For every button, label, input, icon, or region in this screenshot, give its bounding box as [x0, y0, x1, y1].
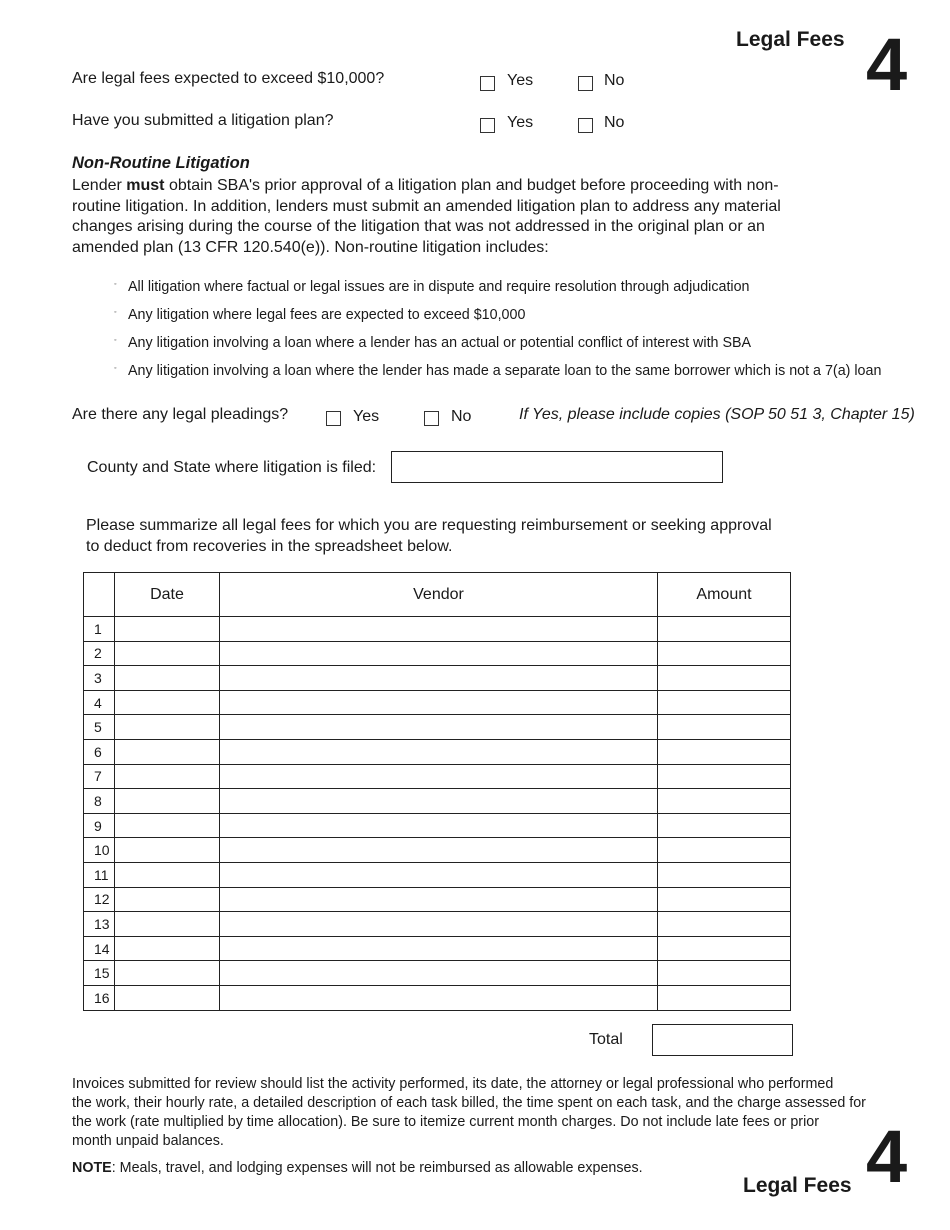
table-row: [84, 985, 791, 1010]
vendor-cell[interactable]: [220, 641, 658, 666]
vendor-cell[interactable]: [220, 985, 658, 1010]
amount-cell[interactable]: [658, 666, 791, 691]
amount-cell[interactable]: [658, 739, 791, 764]
date-cell[interactable]: [115, 641, 220, 666]
vendor-cell[interactable]: [220, 936, 658, 961]
legal-fees-table: [83, 572, 791, 1011]
vendor-cell[interactable]: [220, 739, 658, 764]
note-text: : Meals, travel, and lodging expenses will not be reimbursed as allowable expenses.: [111, 1160, 643, 1176]
date-cell[interactable]: [115, 887, 220, 912]
fees-exceed-no-label: No: [604, 72, 625, 89]
column-header-number: [84, 573, 115, 617]
expense-note: [72, 1159, 643, 1178]
date-cell[interactable]: [115, 690, 220, 715]
date-cell[interactable]: [115, 985, 220, 1010]
fees-exceed-yes-label: Yes: [507, 72, 534, 89]
amount-cell[interactable]: [658, 961, 791, 986]
table-row: [84, 764, 791, 789]
table-header-row: [84, 573, 791, 617]
non-routine-paragraph: [72, 176, 862, 258]
pleadings-yes-label: Yes: [353, 408, 380, 425]
table-row: [84, 912, 791, 937]
vendor-cell[interactable]: [220, 838, 658, 863]
row-number: 9: [84, 813, 115, 838]
bullet-icon: ◦: [114, 337, 117, 344]
vendor-cell[interactable]: [220, 813, 658, 838]
row-number: 14: [84, 936, 115, 961]
row-number: 5: [84, 715, 115, 740]
bullet-item: ◦ Any litigation involving a loan where a lender has an actual or potential conflict of interest with SBA: [114, 335, 752, 351]
table-row: [84, 641, 791, 666]
non-routine-line-2: routine litigation. In addition, lenders must submit an amended litigation plan to address any material: [72, 197, 781, 215]
column-header-vendor: Vendor: [220, 573, 658, 617]
amount-cell[interactable]: [658, 862, 791, 887]
table-row: [84, 813, 791, 838]
question-litigation-plan: Have you submitted a litigation plan?: [72, 112, 334, 129]
row-number: 16: [84, 985, 115, 1010]
table-row: [84, 789, 791, 814]
fees-exceed-yes-checkbox[interactable]: [480, 76, 495, 91]
amount-cell[interactable]: [658, 813, 791, 838]
bullet-icon: ◦: [114, 309, 117, 316]
amount-cell[interactable]: [658, 641, 791, 666]
table-row: [84, 715, 791, 740]
footer-section-number: 4: [866, 1115, 908, 1198]
table-row: [84, 838, 791, 863]
vendor-cell[interactable]: [220, 715, 658, 740]
pleadings-no-checkbox[interactable]: [424, 411, 439, 426]
vendor-cell[interactable]: [220, 690, 658, 715]
row-number: 4: [84, 690, 115, 715]
amount-cell[interactable]: [658, 912, 791, 937]
invoice-line-3: the work (rate multiplied by time allocation). Be sure to itemize current month charges. Do not include late fees or prior: [72, 1114, 819, 1130]
note-label: NOTE: [72, 1160, 112, 1176]
column-header-amount: Amount: [658, 573, 791, 617]
table-row: [84, 739, 791, 764]
vendor-cell[interactable]: [220, 617, 658, 642]
date-cell[interactable]: [115, 961, 220, 986]
summary-instructions: [86, 516, 772, 557]
vendor-cell[interactable]: [220, 789, 658, 814]
vendor-cell[interactable]: [220, 912, 658, 937]
row-number: 3: [84, 666, 115, 691]
date-cell[interactable]: [115, 813, 220, 838]
bullet-item: ◦ All litigation where factual or legal issues are in dispute and require resolution through adjudication: [114, 279, 750, 295]
table-row: [84, 690, 791, 715]
vendor-cell[interactable]: [220, 961, 658, 986]
date-cell[interactable]: [115, 617, 220, 642]
vendor-cell[interactable]: [220, 862, 658, 887]
amount-cell[interactable]: [658, 715, 791, 740]
date-cell[interactable]: [115, 862, 220, 887]
bullet-icon: ◦: [114, 365, 117, 372]
header-title: Legal Fees: [736, 28, 845, 51]
table-row: [84, 961, 791, 986]
litigation-plan-yes-checkbox[interactable]: [480, 118, 495, 133]
invoice-line-1: Invoices submitted for review should list the activity performed, its date, the attorney or legal professional who performed: [72, 1076, 834, 1092]
date-cell[interactable]: [115, 764, 220, 789]
table-row: [84, 936, 791, 961]
pleadings-no-label: No: [451, 408, 472, 425]
amount-cell[interactable]: [658, 764, 791, 789]
amount-cell[interactable]: [658, 838, 791, 863]
table-row: [84, 862, 791, 887]
county-state-label: County and State where litigation is filed:: [87, 459, 377, 476]
question-legal-pleadings: Are there any legal pleadings?: [72, 406, 289, 423]
table-row: [84, 666, 791, 691]
table-row: [84, 887, 791, 912]
row-number: 7: [84, 764, 115, 789]
litigation-plan-no-label: No: [604, 114, 625, 131]
pleadings-yes-checkbox[interactable]: [326, 411, 341, 426]
pleadings-note: If Yes, please include copies (SOP 50 51 3, Chapter 15): [519, 406, 915, 423]
date-cell[interactable]: [115, 838, 220, 863]
vendor-cell[interactable]: [220, 666, 658, 691]
amount-cell[interactable]: [658, 887, 791, 912]
vendor-cell[interactable]: [220, 764, 658, 789]
bullet-icon: ◦: [114, 281, 117, 288]
row-number: 13: [84, 912, 115, 937]
total-label: Total: [589, 1031, 623, 1048]
amount-cell[interactable]: [658, 936, 791, 961]
non-routine-line-3: changes arising during the course of the litigation that was not addressed in the original plan or an: [72, 218, 765, 235]
section-number: 4: [866, 23, 908, 106]
date-cell[interactable]: [115, 789, 220, 814]
row-number: 11: [84, 862, 115, 887]
summary-line-1: Please summarize all legal fees for which you are requesting reimbursement or seeking approval: [86, 517, 772, 534]
invoice-instructions: [72, 1075, 892, 1151]
vendor-cell[interactable]: [220, 887, 658, 912]
total-input[interactable]: [652, 1024, 793, 1056]
fees-exceed-no-checkbox[interactable]: [578, 76, 593, 91]
row-number: 8: [84, 789, 115, 814]
invoice-line-4: month unpaid balances.: [72, 1133, 224, 1149]
amount-cell[interactable]: [658, 985, 791, 1010]
footer-title: Legal Fees: [743, 1174, 852, 1197]
row-number: 2: [84, 641, 115, 666]
county-state-input[interactable]: [391, 451, 723, 483]
bullet-item: ◦ Any litigation involving a loan where the lender has made a separate loan to the same borrower which is not a 7(a) loan: [114, 363, 882, 379]
date-cell[interactable]: [115, 715, 220, 740]
invoice-line-2: the work, their hourly rate, a detailed description of each task billed, the time spent on each task, and the charge assessed for: [72, 1095, 866, 1111]
non-routine-line-1: Lender must obtain SBA's prior approval of a litigation plan and budget before proceeding with non-: [72, 177, 779, 194]
row-number: 10: [84, 838, 115, 863]
amount-cell[interactable]: [658, 690, 791, 715]
non-routine-heading: Non-Routine Litigation: [72, 154, 250, 172]
row-number: 1: [84, 617, 115, 642]
amount-cell[interactable]: [658, 617, 791, 642]
row-number: 15: [84, 961, 115, 986]
bullet-item: ◦ Any litigation where legal fees are expected to exceed $10,000: [114, 307, 526, 323]
row-number: 6: [84, 739, 115, 764]
date-cell[interactable]: [115, 912, 220, 937]
column-header-date: Date: [115, 573, 220, 617]
litigation-plan-no-checkbox[interactable]: [578, 118, 593, 133]
date-cell[interactable]: [115, 936, 220, 961]
question-fees-exceed: Are legal fees expected to exceed $10,000?: [72, 70, 385, 87]
row-number: 12: [84, 887, 115, 912]
table-row: [84, 617, 791, 642]
date-cell[interactable]: [115, 666, 220, 691]
date-cell[interactable]: [115, 739, 220, 764]
amount-cell[interactable]: [658, 789, 791, 814]
litigation-plan-yes-label: Yes: [507, 114, 534, 131]
non-routine-line-4: amended plan (13 CFR 120.540(e)). Non-routine litigation includes:: [72, 238, 549, 256]
summary-line-2: to deduct from recoveries in the spreadsheet below.: [86, 537, 453, 555]
